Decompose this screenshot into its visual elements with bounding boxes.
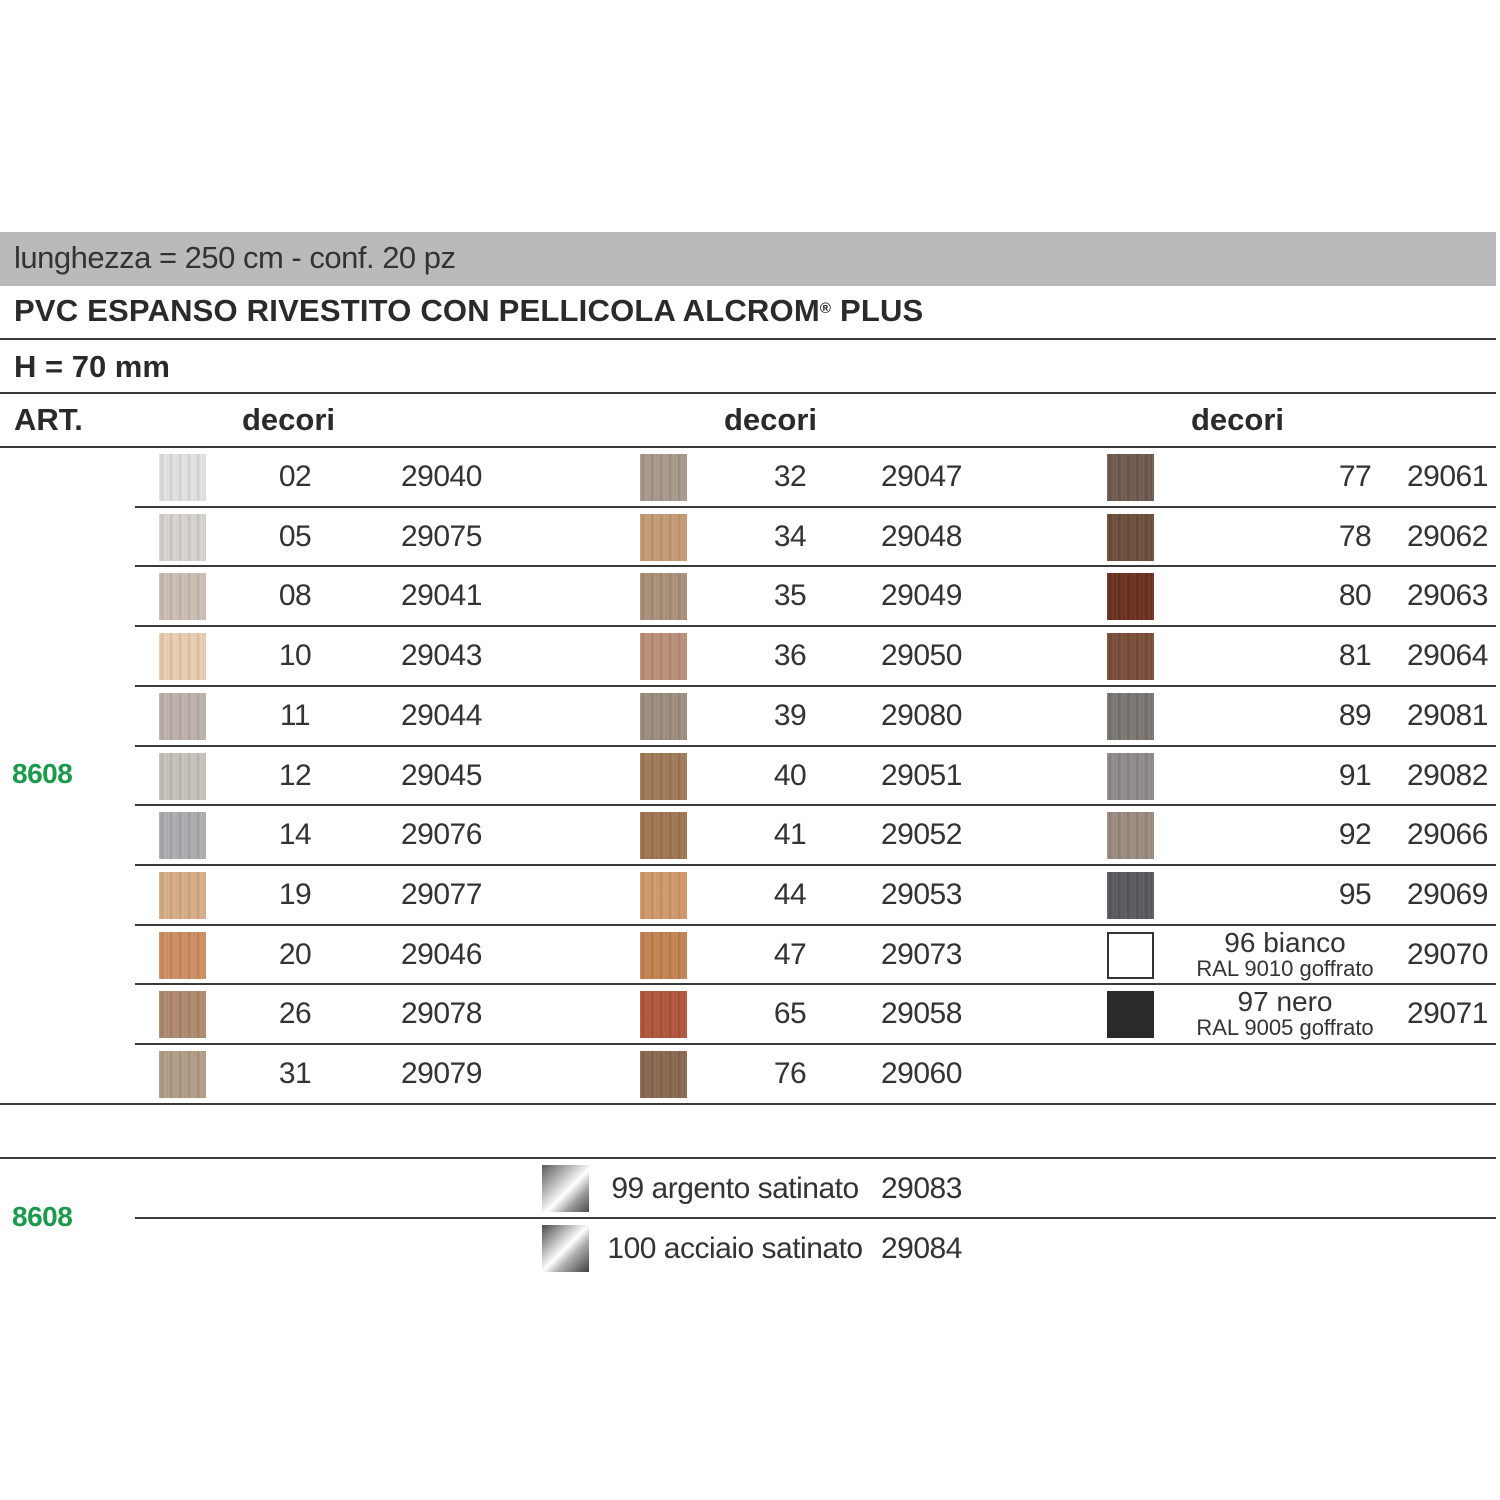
metal-swatch [542,1225,589,1272]
article-code: 29048 [881,519,962,553]
decor-swatch [159,753,206,800]
decor-number: 12 [278,758,312,792]
decori-header-3: decori [1191,402,1285,437]
article-code: 29084 [881,1231,962,1265]
decor-swatch [640,693,687,740]
article-code: 29066 [1407,818,1488,852]
article-code: 29070 [1407,937,1488,971]
article-code: 29051 [881,758,962,792]
decor-swatch [1107,932,1154,979]
decor-name-sub: RAL 9005 goffrato [1196,1015,1374,1041]
decor-number: 92 [1338,818,1372,852]
decor-number: 91 [1338,758,1372,792]
divider [0,392,1496,394]
article-code: 29052 [881,818,962,852]
article-code: 29075 [401,519,482,553]
article-code: 29043 [401,639,482,673]
decor-number: 89 [1338,698,1372,732]
article-code: 29069 [1407,877,1488,911]
decor-swatch [640,573,687,620]
article-code: 29081 [1407,698,1488,732]
decor-swatch [159,454,206,501]
article-code: 29058 [881,997,962,1031]
decori-header-1: decori [242,402,336,437]
decor-number: 14 [278,818,312,852]
decor-number: 80 [1338,579,1372,613]
article-code: 29062 [1407,519,1488,553]
decor-number: 65 [773,997,807,1031]
decor-number: 36 [773,639,807,673]
article-code: 29061 [1407,460,1488,493]
metal-finish-name: 100 acciaio satinato [607,1231,863,1265]
decor-swatch [159,812,206,859]
decor-swatch [159,872,206,919]
decor-swatch [1107,693,1154,740]
decor-swatch [640,753,687,800]
product-title [14,293,923,329]
decor-number: 26 [278,997,312,1031]
article-code: 29083 [881,1172,962,1205]
metal-row-divider [135,1217,1496,1219]
article-code: 29045 [401,758,482,792]
table-bottom-rule [0,1103,1496,1105]
article-code: 29082 [1407,758,1488,792]
length-info: lunghezza = 250 cm - conf. 20 pz [14,240,456,275]
article-code: 29046 [401,937,482,971]
decor-swatch [640,991,687,1038]
metal-swatch [542,1165,589,1212]
article-code: 29079 [401,1057,482,1090]
decor-swatch [1107,753,1154,800]
article-code: 29040 [401,460,482,493]
decor-number: 44 [773,877,807,911]
decor-swatch [159,633,206,680]
decor-swatch [1107,454,1154,501]
decor-swatch [640,514,687,561]
article-code: 29064 [1407,639,1488,673]
article-code: 29060 [881,1057,962,1090]
decor-swatch [640,1051,687,1098]
article-code: 29041 [401,579,482,613]
decor-name-main: 97 nero [1237,986,1333,1018]
decor-swatch [1107,514,1154,561]
decor-number: 10 [278,639,312,673]
decor-swatch [640,633,687,680]
decor-name [1170,988,1400,1040]
registered-mark: ® [819,300,832,317]
art-code-metal: 8608 [12,1201,73,1232]
article-code: 29047 [881,460,962,493]
article-code: 29076 [401,818,482,852]
decori-header-2: decori [724,402,818,437]
height-label: H = 70 mm [14,349,170,384]
decor-number: 35 [773,579,807,613]
decor-number: 31 [278,1057,312,1090]
decor-swatch [1107,872,1154,919]
article-code: 29071 [1407,997,1488,1031]
decor-number: 02 [278,460,312,493]
decor-name-sub: RAL 9010 goffrato [1196,955,1374,981]
decor-swatch [1107,573,1154,620]
decor-number: 32 [773,460,807,493]
decor-swatch [640,932,687,979]
article-code: 29049 [881,579,962,613]
article-code: 29063 [1407,579,1488,613]
article-code: 29053 [881,877,962,911]
decor-number: 41 [773,818,807,852]
decor-number: 76 [773,1057,807,1090]
decor-number: 39 [773,698,807,732]
decor-number: 08 [278,579,312,613]
decor-number: 34 [773,519,807,553]
article-code: 29080 [881,698,962,732]
article-code: 29050 [881,639,962,673]
decor-swatch [640,872,687,919]
decor-swatch [159,991,206,1038]
divider [0,338,1496,340]
article-code: 29077 [401,877,482,911]
decor-number: 19 [278,877,312,911]
decor-number: 77 [1338,460,1372,493]
decor-swatch [159,514,206,561]
metal-finish-name: 99 argento satinato [611,1172,859,1205]
product-title-tail: PLUS [831,293,924,328]
art-column-header: ART. [14,402,83,437]
decor-swatch [1107,633,1154,680]
decor-number: 81 [1338,639,1372,673]
decor-swatch [159,573,206,620]
decor-number: 47 [773,937,807,971]
product-title-main: PVC ESPANSO RIVESTITO CON PELLICOLA ALCROM [14,293,820,328]
decor-name [1170,926,1400,981]
article-code: 29044 [401,698,482,732]
decor-swatch [640,812,687,859]
decor-name-main: 96 bianco [1224,926,1346,958]
decor-swatch [1107,812,1154,859]
article-code: 29073 [881,937,962,971]
decor-number: 78 [1338,519,1372,553]
decor-number: 20 [278,937,312,971]
decor-number: 40 [773,758,807,792]
decor-swatch [1107,991,1154,1038]
decor-swatch [159,932,206,979]
decor-swatch [159,1051,206,1098]
article-code: 29078 [401,997,482,1031]
decor-number: 11 [279,698,311,732]
decor-swatch [159,693,206,740]
decor-number: 95 [1338,877,1372,911]
decor-number: 05 [278,519,312,553]
art-code-main: 8608 [12,758,73,789]
decor-swatch [640,454,687,501]
